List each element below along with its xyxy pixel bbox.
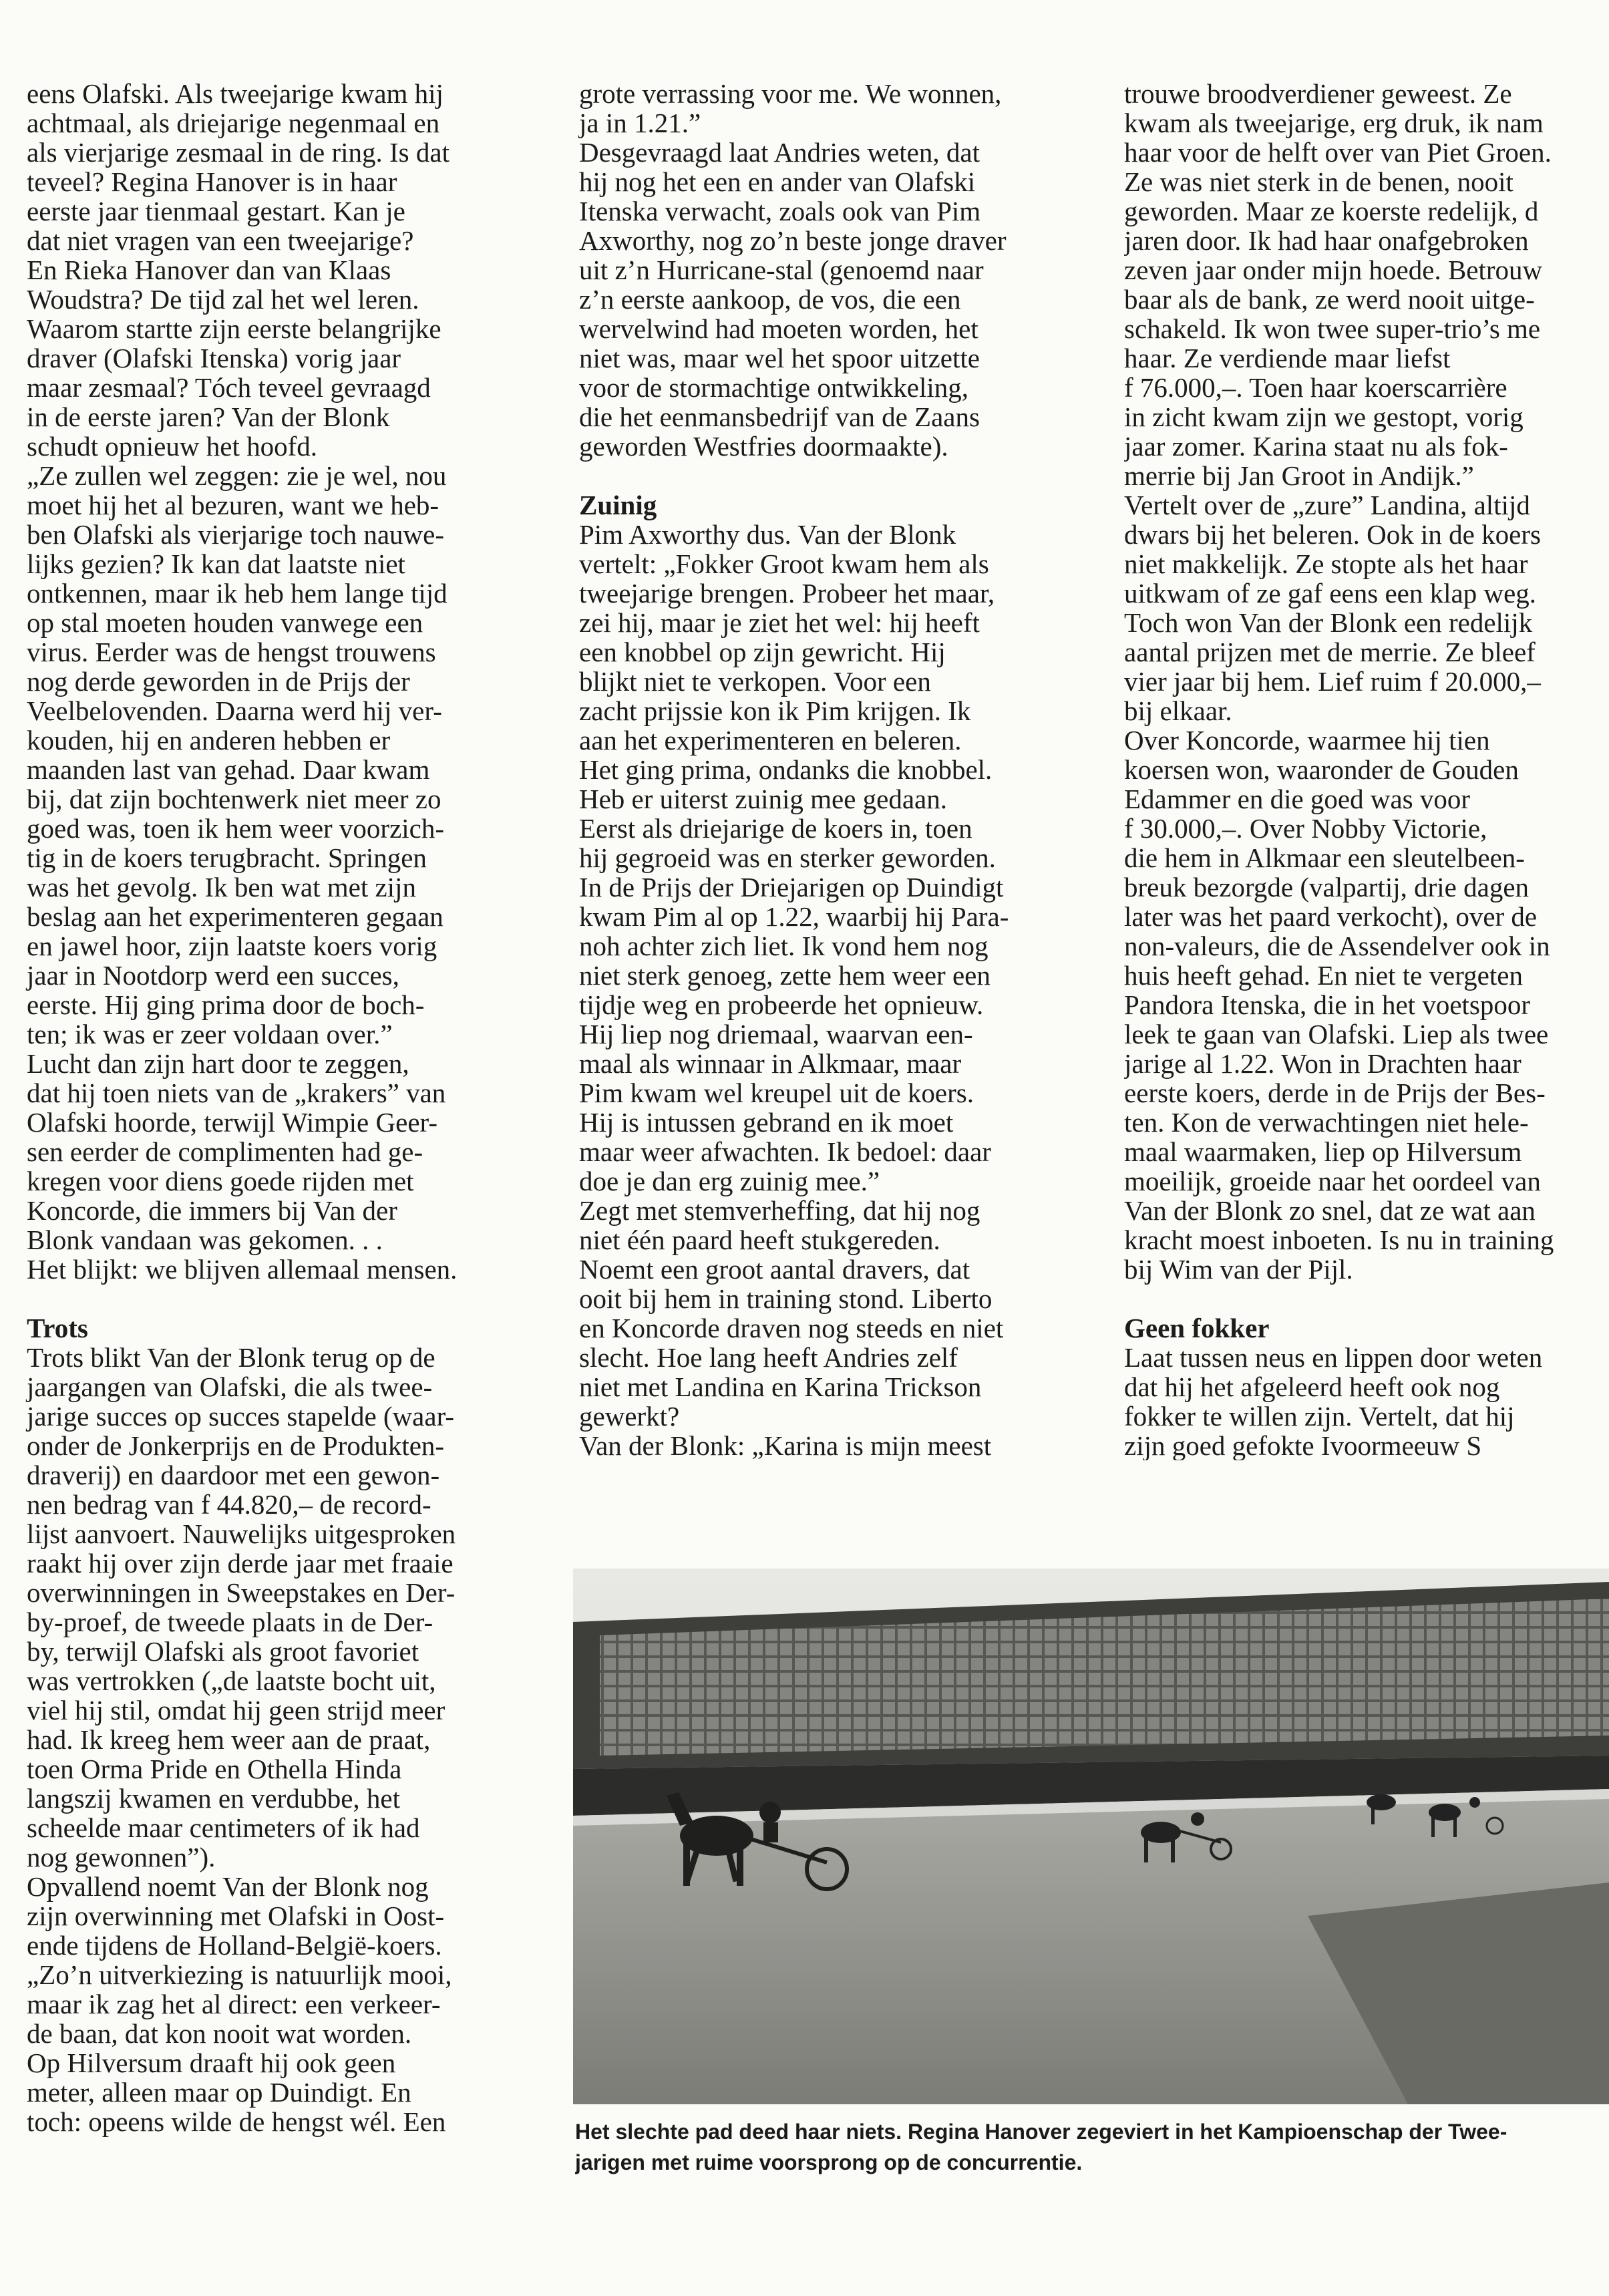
text-line: maanden last van gehad. Daar kwam [27, 754, 430, 785]
text-line: en jawel hoor, zijn laatste koers vorig [27, 931, 437, 961]
text-line: by, terwijl Olafski als groot favoriet [27, 1636, 419, 1667]
text-line: En Rieka Hanover dan van Klaas [27, 255, 391, 285]
article-column-2 [579, 79, 1073, 1460]
text-line: z’n eerste aankoop, de vos, die een [579, 284, 961, 315]
text-line: bij elkaar. [1124, 695, 1232, 726]
text-line: by-proef, de tweede plaats in de Der- [27, 1607, 433, 1637]
text-line: Olafski hoorde, terwijl Wimpie Geer- [27, 1107, 437, 1138]
text-line: Pandora Itenska, die in het voetspoor [1124, 989, 1531, 1020]
text-line: eerste jaar tienmaal gestart. Kan je [27, 196, 405, 226]
text-line: Het ging prima, ondanks die knobbel. [579, 754, 993, 785]
text-line: Woudstra? De tijd zal het wel leren. [27, 284, 419, 315]
text-line: leek te gaan van Olafski. Liep als twee [1124, 1019, 1549, 1049]
text-line: ontkennen, maar ik heb hem lange tijd [27, 578, 448, 609]
text-line: kwam als tweejarige, erg druk, ik nam [1124, 108, 1544, 138]
text-line: hij nog het een en ander van Olafski [579, 166, 976, 197]
text-line: nog gewonnen”). [27, 1842, 216, 1872]
text-line: en Koncorde draven nog steeds en niet [579, 1313, 1004, 1343]
text-line: jaar zomer. Karina staat nu als fok- [1124, 431, 1508, 462]
text-line: maal als winnaar in Alkmaar, maar [579, 1048, 962, 1079]
text-line: eerste. Hij ging prima door de boch- [27, 989, 425, 1020]
text-line: zijn goed gefokte Ivoormeeuw S [1124, 1430, 1482, 1460]
text-line: kracht moest inboeten. Is nu in training [1124, 1224, 1554, 1255]
text-line: niet met Landina en Karina Trickson [579, 1371, 982, 1402]
text-line: op stal moeten houden vanwege een [27, 607, 423, 638]
text-line: Zegt met stemverheffing, dat hij nog [579, 1195, 980, 1226]
text-line: blijkt niet te verkopen. Voor een [579, 666, 931, 697]
text-line: wervelwind had moeten worden, het [579, 313, 978, 344]
text-line: hij gegroeid was en sterker geworden. [579, 842, 996, 873]
text-line: Itenska verwacht, zoals ook van Pim [579, 196, 981, 226]
text-line: geworden Westfries doormaakte). [579, 431, 948, 462]
text-line: nen bedrag van f 44.820,– de record- [27, 1489, 431, 1520]
text-line: jarige succes op succes stapelde (waar- [27, 1401, 455, 1432]
text-line: niet één paard heeft stukgereden. [579, 1224, 940, 1255]
text-line: virus. Eerder was de hengst trouwens [27, 637, 436, 667]
text-line: die hem in Alkmaar een sleutelbeen- [1124, 842, 1525, 873]
text-line: bij Wim van der Pijl. [1124, 1254, 1353, 1285]
text-line: zei hij, maar je ziet het wel: hij heeft [579, 607, 980, 638]
text-line: zeven jaar onder mijn hoede. Betrouw [1124, 255, 1543, 285]
text-line: kwam Pim al op 1.22, waarbij hij Para- [579, 901, 1009, 932]
text-line: toch: opeens wilde de hengst wél. Een [27, 2106, 446, 2137]
text-line: baar als de bank, ze werd nooit uitge- [1124, 284, 1535, 315]
text-line: teveel? Regina Hanover is in haar [27, 166, 397, 197]
text-line: jaargangen van Olafski, die als twee- [27, 1371, 433, 1402]
text-line: lijst aanvoert. Nauwelijks uitgesproken [27, 1518, 456, 1549]
text-line: in zicht kwam zijn we gestopt, vorig [1124, 401, 1524, 432]
race-photo [573, 1569, 1609, 2104]
text-line: voor de stormachtige ontwikkeling, [579, 372, 968, 403]
text-line: draverij) en daardoor met een gewon- [27, 1460, 440, 1490]
text-line: moet hij het al bezuren, want we heb- [27, 490, 439, 520]
text-line: niet sterk genoeg, zette hem weer een [579, 960, 991, 991]
text-line: ben Olafski als vierjarige toch nauwe- [27, 519, 445, 550]
text-line: geworden. Maar ze koerste redelijk, d [1124, 196, 1539, 226]
text-line: grote verrassing voor me. We wonnen, [579, 78, 1002, 109]
text-line: Op Hilversum draaft hij ook geen [27, 2047, 396, 2078]
text-line: kregen voor diens goede rijden met [27, 1166, 414, 1196]
text-line: vier jaar bij hem. Lief ruim f 20.000,– [1124, 666, 1541, 697]
text-line: niet makkelijk. Ze stopte als het haar [1124, 548, 1528, 579]
text-line: Heb er uiterst zuinig mee gedaan. [579, 784, 947, 814]
text-line: was vertrokken („de laatste bocht uit, [27, 1665, 436, 1696]
text-line: doe je dan erg zuinig mee.” [579, 1166, 880, 1196]
text-line: non-valeurs, die de Assendelver ook in [1124, 931, 1550, 961]
text-line: viel hij stil, omdat hij geen strijd meer [27, 1695, 445, 1726]
text-line: f 30.000,–. Over Nobby Victorie, [1124, 813, 1487, 844]
text-line: eerste koers, derde in de Prijs der Bes- [1124, 1078, 1546, 1108]
text-line: Over Koncorde, waarmee hij tien [1124, 725, 1490, 756]
text-line: ende tijdens de Holland-België-koers. [27, 1930, 442, 1961]
text-line: fokker te willen zijn. Vertelt, dat hij [1124, 1401, 1515, 1432]
text-line: koersen won, waaronder de Gouden [1124, 754, 1519, 785]
text-line: Axworthy, nog zo’n beste jonge draver [579, 225, 1007, 256]
text-line: tig in de koers terugbracht. Springen [27, 842, 427, 873]
text-line: raakt hij over zijn derde jaar met fraaie [27, 1548, 454, 1579]
text-line: merrie bij Jan Groot in Andijk.” [1124, 460, 1474, 491]
text-line: had. Ik kreeg hem weer aan de praat, [27, 1724, 431, 1755]
text-line: later was het paard verkocht), over de [1124, 901, 1538, 932]
text-line: zacht prijssie kon ik Pim krijgen. Ik [579, 695, 971, 726]
section-heading: Zuinig [579, 490, 657, 520]
text-line: huis heeft gehad. En niet te vergeten [1124, 960, 1523, 991]
text-line: Koncorde, die immers bij Van der [27, 1195, 397, 1226]
text-line: draver (Olafski Itenska) vorig jaar [27, 343, 401, 373]
text-line: Desgevraagd laat Andries weten, dat [579, 137, 980, 168]
text-line: „Ze zullen wel zeggen: zie je wel, nou [27, 460, 447, 491]
photo-caption [575, 2116, 1609, 2178]
text-line: Veelbelovenden. Daarna werd hij ver- [27, 695, 442, 726]
text-line: Het blijkt: we blijven allemaal mensen. [27, 1254, 458, 1285]
text-line: als vierjarige zesmaal in de ring. Is dat [27, 137, 450, 168]
text-line: Trots blikt Van der Blonk terug op de [27, 1342, 435, 1373]
text-line: aan het experimenteren en beleren. [579, 725, 962, 756]
text-line: In de Prijs der Driejarigen op Duindigt [579, 872, 1004, 903]
text-line: breuk bezorgde (valpartij, drie dagen [1124, 872, 1530, 903]
text-line: langszij kwamen en verdubbe, het [27, 1783, 401, 1814]
text-line: Laat tussen neus en lippen door weten [1124, 1342, 1543, 1373]
text-line: f 76.000,–. Toen haar koerscarrière [1124, 372, 1507, 403]
text-line: jaren door. Ik had haar onafgebroken [1124, 225, 1529, 256]
text-line: Eerst als driejarige de koers in, toen [579, 813, 972, 844]
text-line: in de eerste jaren? Van der Blonk [27, 401, 390, 432]
text-line: ooit bij hem in training stond. Liberto [579, 1283, 993, 1314]
text-line: haar. Ze verdiende maar liefst [1124, 343, 1451, 373]
section-heading: Geen fokker [1124, 1313, 1270, 1343]
text-line: gewerkt? [579, 1401, 680, 1432]
text-line: eens Olafski. Als tweejarige kwam hij [27, 78, 443, 109]
text-line: Lucht dan zijn hart door te zeggen, [27, 1048, 409, 1079]
text-line: schudt opnieuw het hoofd. [27, 431, 317, 462]
text-line: Hij is intussen gebrand en ik moet [579, 1107, 954, 1138]
text-line: Edammer en die goed was voor [1124, 784, 1471, 814]
text-line: nog derde geworden in de Prijs der [27, 666, 410, 697]
text-line: maar weer afwachten. Ik bedoel: daar [579, 1136, 991, 1167]
text-line: Waarom startte zijn eerste belangrijke [27, 313, 441, 344]
text-line: zijn overwinning met Olafski in Oost- [27, 1901, 445, 1931]
text-line: bij, dat zijn bochtenwerk niet meer zo [27, 784, 441, 814]
text-line: dat hij het afgeleerd heeft ook nog [1124, 1371, 1500, 1402]
text-line: Pim Axworthy dus. Van der Blonk [579, 519, 956, 550]
text-line: uit z’n Hurricane-stal (genoemd naar [579, 255, 984, 285]
text-line: Vertelt over de „zure” Landina, altijd [1124, 490, 1530, 520]
text-line: maal waarmaken, liep op Hilversum [1124, 1136, 1522, 1167]
text-line: aantal prijzen met de merrie. Ze bleef [1124, 637, 1536, 667]
text-line: maar ik zag het al direct: een verkeer- [27, 1989, 441, 2019]
text-line: ten. Kon de verwachtingen niet hele- [1124, 1107, 1529, 1138]
text-line: jaar in Nootdorp werd een succes, [27, 960, 399, 991]
text-line: trouwe broodverdiener geweest. Ze [1124, 79, 1512, 109]
text-line: de baan, dat kon nooit wat worden. [27, 2018, 412, 2049]
text-line: kouden, hij en anderen hebben er [27, 725, 391, 756]
article-column-1 [27, 79, 521, 2136]
text-line: ten; ik was er zeer voldaan over.” [27, 1019, 393, 1049]
text-line: schakeld. Ik won twee super-trio’s me [1124, 313, 1541, 344]
text-line: die het eenmansbedrijf van de Zaans [579, 401, 980, 432]
text-line: Noemt een groot aantal dravers, dat [579, 1254, 970, 1285]
text-line: slecht. Hoe lang heeft Andries zelf [579, 1342, 958, 1373]
text-line: niet was, maar wel het spoor uitzette [579, 343, 980, 373]
text-line: uitkwam of ze gaf eens een klap weg. [1124, 578, 1537, 609]
article-column-3 [1124, 79, 1609, 1460]
text-line: ja in 1.21.” [579, 108, 701, 138]
text-line: vertelt: „Fokker Groot kwam hem als [579, 548, 989, 579]
section-heading: Trots [27, 1313, 88, 1343]
text-line: Blonk vandaan was gekomen. . . [27, 1224, 383, 1255]
caption-line: Het slechte pad deed haar niets. Regina Hanover zegeviert in het Kampioenschap der Twee- [575, 2120, 1507, 2144]
text-line: toen Orma Pride en Othella Hinda [27, 1754, 402, 1784]
text-line: haar voor de helft over van Piet Groen. [1124, 137, 1552, 168]
text-line: een knobbel op zijn gewricht. Hij [579, 637, 946, 667]
text-line: lijks gezien? Ik kan dat laatste niet [27, 548, 405, 579]
text-line: Toch won Van der Blonk een redelijk [1124, 607, 1533, 638]
text-line: Opvallend noemt Van der Blonk nog [27, 1871, 429, 1902]
text-line: tweejarige brengen. Probeer het maar, [579, 578, 995, 609]
text-line: moeilijk, groeide naar het oordeel van [1124, 1166, 1541, 1196]
text-line: Ze was niet sterk in de benen, nooit [1124, 166, 1513, 197]
text-line: onder de Jonkerprijs en de Produkten- [27, 1430, 445, 1461]
caption-line: jarigen met ruime voorsprong op de concurrentie. [575, 2150, 1083, 2174]
text-line: dat niet vragen van een tweejarige? [27, 225, 414, 256]
text-line: tijdje weg en probeerde het opnieuw. [579, 989, 984, 1020]
text-line: beslag aan het experimenteren gegaan [27, 901, 443, 932]
text-line: dat hij toen niets van de „krakers” van [27, 1078, 446, 1108]
text-line: jarige al 1.22. Won in Drachten haar [1124, 1048, 1522, 1079]
text-line: Van der Blonk: „Karina is mijn meest [579, 1430, 992, 1461]
text-line: achtmaal, als driejarige negenmaal en [27, 108, 440, 138]
text-line: Hij liep nog driemaal, waarvan een- [579, 1019, 973, 1049]
text-line: „Zo’n uitverkiezing is natuurlijk mooi, [27, 1959, 452, 1990]
text-line: noh achter zich liet. Ik vond hem nog [579, 931, 989, 961]
text-line: maar zesmaal? Tóch teveel gevraagd [27, 372, 431, 403]
text-line: sen eerder de complimenten had ge- [27, 1136, 423, 1167]
text-line: Van der Blonk zo snel, dat ze wat aan [1124, 1195, 1536, 1226]
text-line: Pim kwam wel kreupel uit de koers. [579, 1078, 974, 1108]
text-line: dwars bij het beleren. Ook in de koers [1124, 519, 1541, 550]
text-line: was het gevolg. Ik ben wat met zijn [27, 872, 416, 903]
text-line: overwinningen in Sweepstakes en Der- [27, 1577, 456, 1608]
text-line: scheelde maar centimeters of ik had [27, 1812, 420, 1843]
text-line: goed was, toen ik hem weer voorzich- [27, 813, 445, 844]
text-line: meter, alleen maar op Duindigt. En [27, 2077, 411, 2108]
